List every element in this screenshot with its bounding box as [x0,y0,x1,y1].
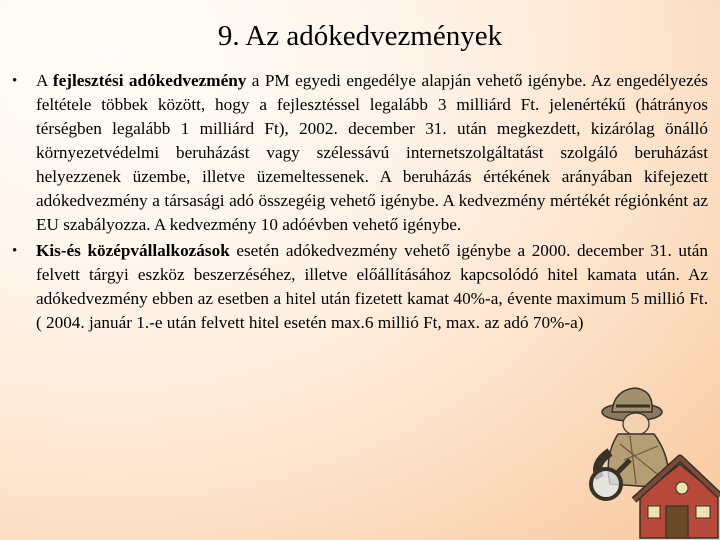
slide-title: 9. Az adókedvezmények [217,20,503,52]
bullet-mark: • [12,73,18,89]
bullet-mark: • [12,243,18,259]
bullet-emphasis: Kis-és középvállalkozások [36,241,230,260]
bullet-item-kkv [12,239,708,335]
bullet-text: a PM egyedi engedélye alapján vehető igénybe. Az engedélyezés feltétele többek között, hogy a fejlesztéssel legalább 3 milliárd Ft. jelenértékű (hátrányos térségben legalább 1 milliárd Ft), 2002. december 31. után megkezdett, kizárólag önálló környezetvédelmi beruházást vagy szélessávú internetszolgáltatást szolgáló beruházást helyezzenek üzembe, illetve üzemeltessenek. A beruházás értékének arányában kifejezett adókedvezmény a társasági adó összegéig vehető igénybe. A kedvezmény mértékét régiónként az EU szabályozza. A kedvezmény 10 adóévben vehető igénybe. [36,71,708,234]
bullet-text: esetén adókedvezmény vehető igénybe a 2000. december 31. után felvett tárgyi eszköz beszerzéséhez, illetve előállításához kapcsolódó hitel kamata után. Az adókedvezmény ebben az esetben a hitel után fizetett kamat 40%-a, évente maximum 5 millió Ft. ( 2004. január 1.-e után felvett hitel esetén max.6 millió Ft, max. az adó 70%-a) [36,241,708,332]
bullet-item-fejlesztesi [12,69,708,237]
bullet-emphasis: fejlesztési adókedvezmény [52,71,247,90]
detective-magnifier-house-icon [540,360,720,540]
bullet-list [12,69,708,337]
bullet-prefix: A [36,71,53,90]
